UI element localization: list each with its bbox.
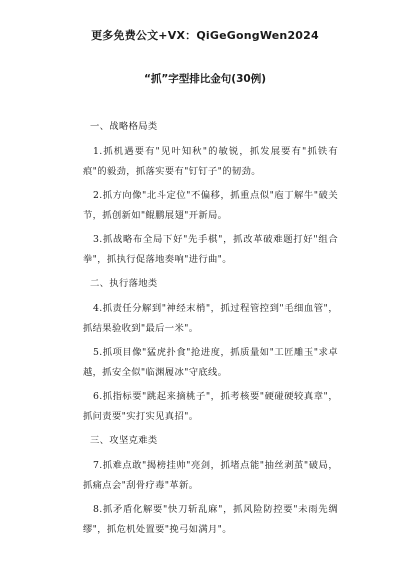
- list-item: 8.抓矛盾化解要"快刀斩乱麻"，抓风险防控要"未雨先绸缪"，抓危机处置要"挽弓如满月"。: [83, 504, 338, 535]
- section-heading-execution: 二、执行落地类: [90, 278, 158, 289]
- list-item: 2.抓方向像"北斗定位"不偏移，抓重点似"庖丁解牛"破关节，抓创新如"鲲鹏展翅"开新局。: [83, 190, 338, 221]
- document-title: “抓”字型排比金句(30例): [143, 73, 266, 85]
- list-item: 6.抓指标要"跳起来摘桃子"，抓考核要"硬碰硬较真章"，抓问责要"实打实见真招"。: [83, 391, 338, 422]
- list-item: 4.抓责任分解到"神经末梢"，抓过程管控到"毛细血管"，抓结果验收到"最后一米"。: [83, 303, 338, 334]
- promo-header: 更多免费公文+VX：QiGeGongWen2024: [91, 29, 319, 42]
- list-item: 7.抓难点敢"揭榜挂帅"亮剑，抓堵点能"抽丝剥茧"破局，抓痛点会"刮骨疗毒"革新。: [83, 460, 338, 491]
- section-heading-strategy: 一、战略格局类: [90, 121, 158, 132]
- section-heading-breakthrough: 三、攻坚克难类: [90, 435, 158, 446]
- list-item: 3.抓战略布全局下好"先手棋"，抓改革破难题打好"组合拳"，抓执行促落地奏响"进行曲"。: [83, 234, 338, 265]
- list-item: 1.抓机遇要有"见叶知秋"的敏锐，抓发展要有"抓铁有痕"的毅劲，抓落实要有"钉钉子"的韧劲。: [83, 146, 338, 177]
- list-item: 5.抓项目像"猛虎扑食"抢进度，抓质量如"工匠雕玉"求卓越，抓安全似"临渊履冰"守底线。: [83, 347, 338, 378]
- document-body: [83, 117, 338, 544]
